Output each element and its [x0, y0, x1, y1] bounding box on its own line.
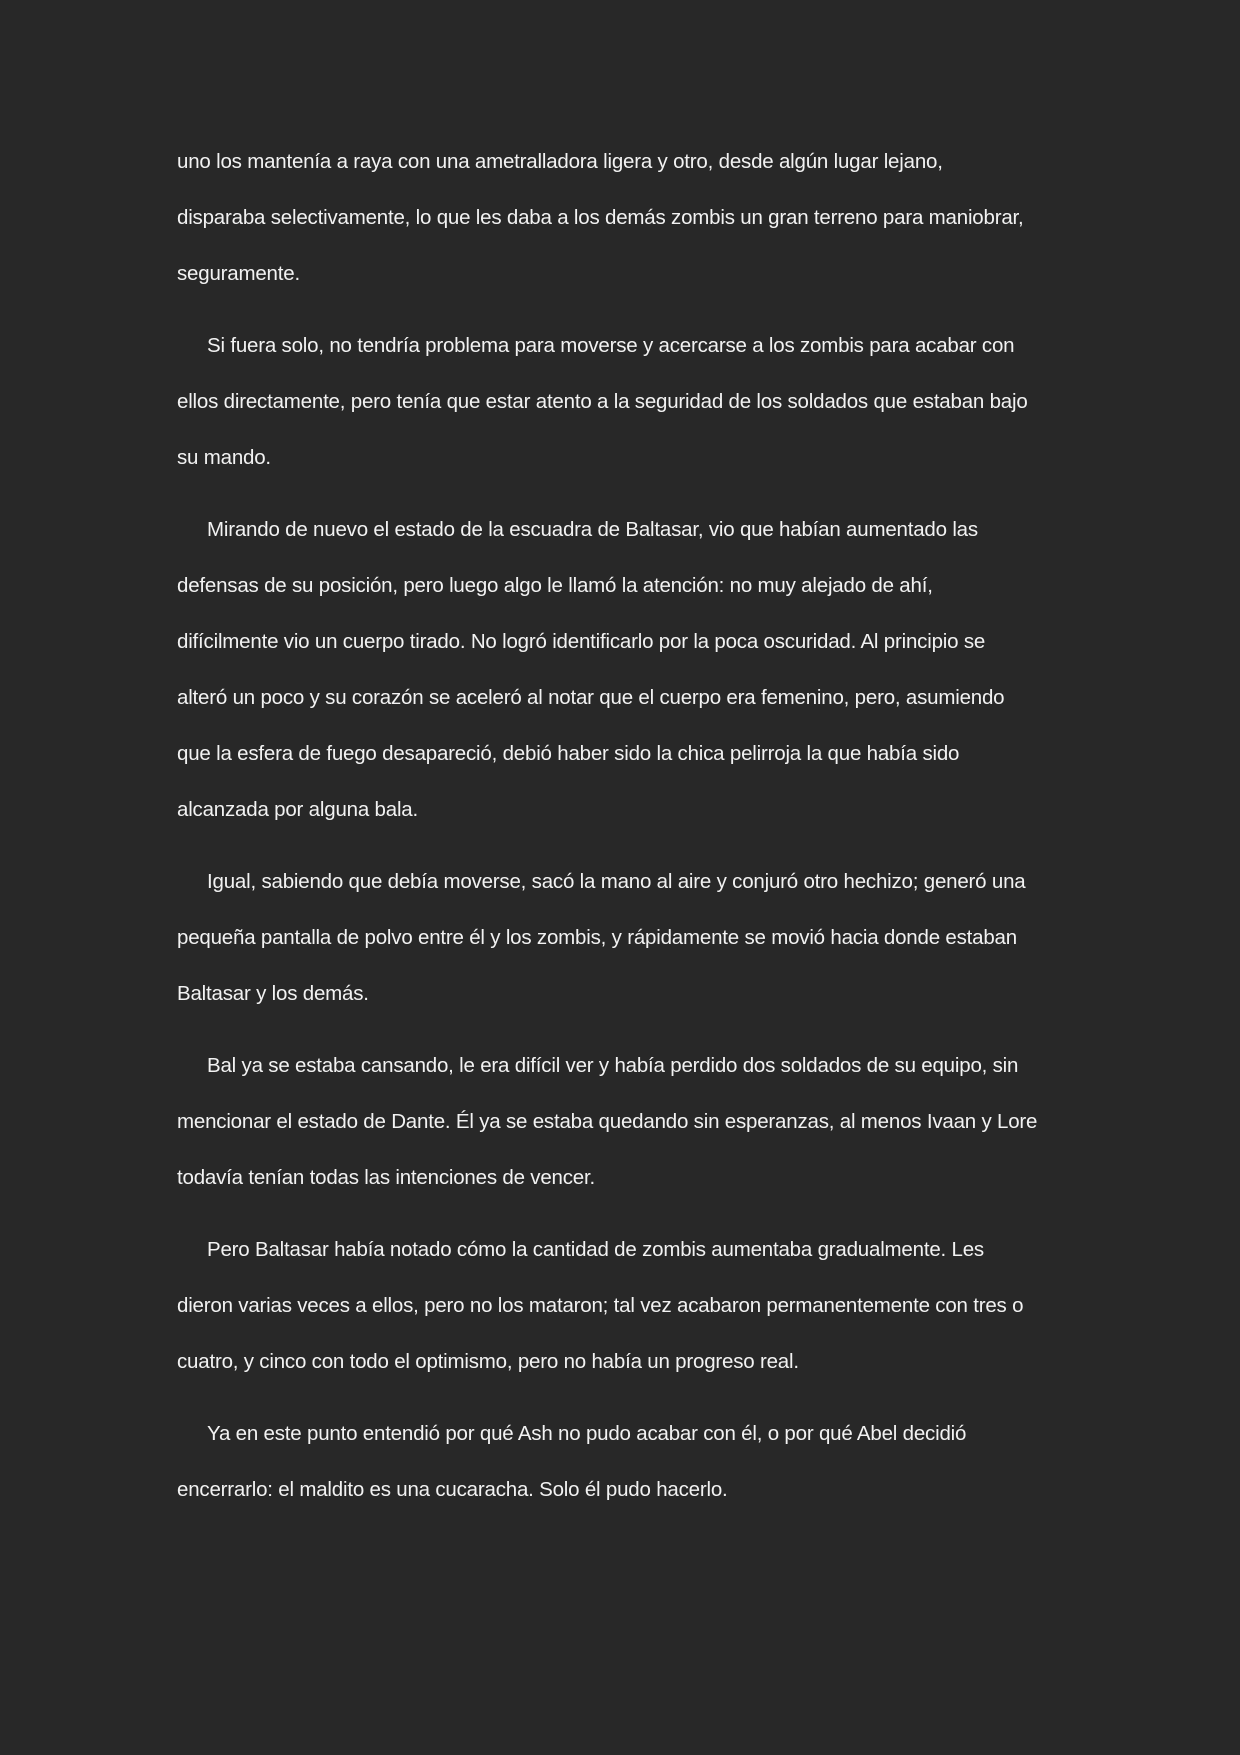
- text-line: defensas de su posición, pero luego algo le llamó la atención: no muy alejado de ahí,: [177, 574, 933, 597]
- text-line: cuatro, y cinco con todo el optimismo, pero no había un progreso real.: [177, 1350, 799, 1373]
- text-line: ellos directamente, pero tenía que estar atento a la seguridad de los soldados que estaban bajo: [177, 390, 1028, 413]
- text-line: alcanzada por alguna bala.: [177, 798, 418, 821]
- text-line: Bal ya se estaba cansando, le era difícil ver y había perdido dos soldados de su equipo, sin: [207, 1054, 1019, 1077]
- text-line: Ya en este punto entendió por qué Ash no pudo acabar con él, o por qué Abel decidió: [207, 1422, 967, 1445]
- text-line: Pero Baltasar había notado cómo la cantidad de zombis aumentaba gradualmente. Les: [207, 1238, 984, 1261]
- text-line: encerrarlo: el maldito es una cucaracha. Solo él pudo hacerlo.: [177, 1478, 728, 1501]
- text-line: Baltasar y los demás.: [177, 982, 369, 1005]
- text-line: pequeña pantalla de polvo entre él y los zombis, y rápidamente se movió hacia donde estaban: [177, 926, 1017, 949]
- text-line: alteró un poco y su corazón se aceleró al notar que el cuerpo era femenino, pero, asumiendo: [177, 686, 1005, 709]
- text-line: seguramente.: [177, 262, 300, 285]
- text-line: disparaba selectivamente, lo que les daba a los demás zombis un gran terreno para maniobrar,: [177, 206, 1024, 229]
- text-line: difícilmente vio un cuerpo tirado. No logró identificarlo por la poca oscuridad. Al principio se: [177, 630, 986, 653]
- text-line: que la esfera de fuego desapareció, debió haber sido la chica pelirroja la que había sido: [177, 742, 960, 765]
- text-line: todavía tenían todas las intenciones de vencer.: [177, 1166, 595, 1189]
- text-line: Si fuera solo, no tendría problema para moverse y acercarse a los zombis para acabar con: [207, 334, 1015, 357]
- text-line: uno los mantenía a raya con una ametralladora ligera y otro, desde algún lugar lejano,: [177, 150, 943, 173]
- text-line: mencionar el estado de Dante. Él ya se estaba quedando sin esperanzas, al menos Ivaan y Lore: [177, 1110, 1038, 1133]
- text-line: Igual, sabiendo que debía moverse, sacó la mano al aire y conjuró otro hechizo; generó una: [207, 870, 1026, 893]
- text-line: dieron varias veces a ellos, pero no los mataron; tal vez acabaron permanentemente con tres o: [177, 1294, 1024, 1317]
- text-line: su mando.: [177, 446, 271, 469]
- text-line: Mirando de nuevo el estado de la escuadra de Baltasar, vio que habían aumentado las: [207, 518, 978, 541]
